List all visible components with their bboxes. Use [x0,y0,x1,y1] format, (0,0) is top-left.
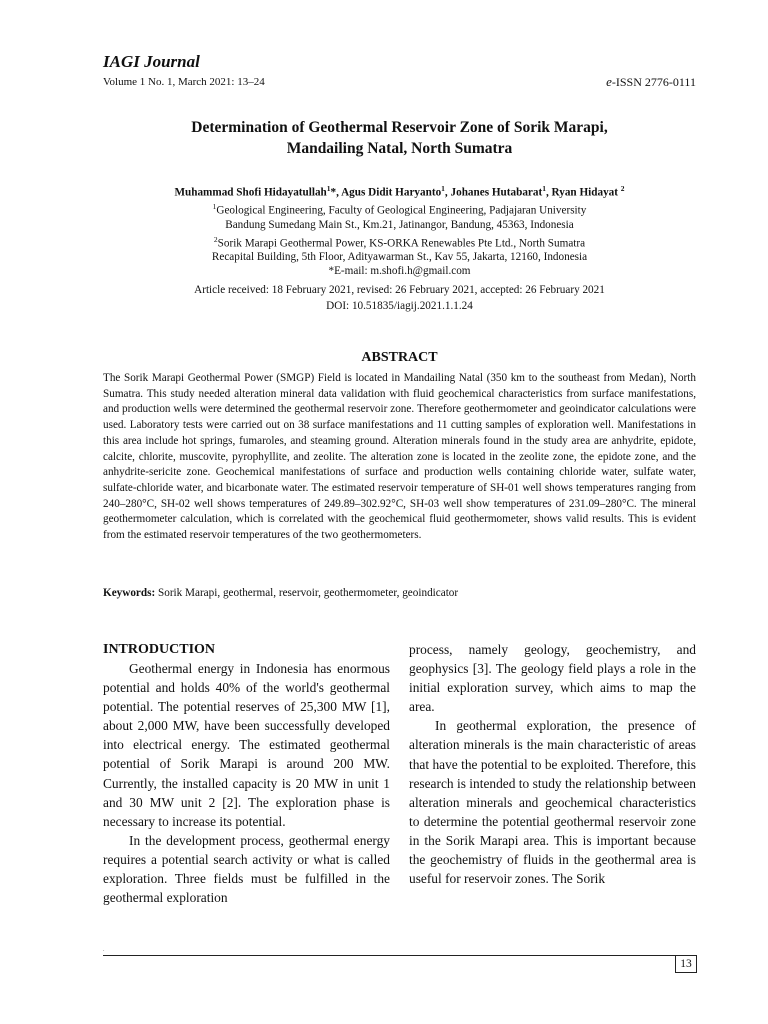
affiliation-2-name: Sorik Marapi Geothermal Power, KS-ORKA Renewables Pte Ltd., North Sumatra [217,237,586,250]
affiliation-2-address: Recapital Building, 5th Floor, Adityawarman St., Kav 55, Jakarta, 12160, Indonesia [211,251,588,264]
author-1: Muhammad Shofi Hidayatullah [174,186,327,199]
issn-number: -ISSN 2776-0111 [611,75,696,89]
affiliation-1 [103,200,696,218]
footer-mark: . [103,947,105,953]
corresponding-email: *E-mail: m.shofi.h@gmail.com [328,264,471,277]
author-2: , Agus Didit Haryanto [336,186,442,199]
column-right [409,640,696,888]
introduction-heading: INTRODUCTION [103,642,216,657]
author-4-affil: 2 [620,184,625,193]
journal-name: IAGI Journal [103,52,200,71]
authors-block [103,182,696,278]
volume-info: Volume 1 No. 1, March 2021: 13–24 [103,76,265,88]
doi: DOI: 10.51835/iagij.2021.1.1.24 [326,300,473,312]
author-3: , Johanes Hutabarat [444,186,543,199]
issn [606,74,696,90]
column-left [103,640,390,907]
author-1-affil: 1 [326,184,331,193]
keywords [103,587,696,599]
footer-divider [103,955,696,956]
intro-paragraph-3: process, namely geology, geochemistry, and geophysics [3]. The geology field plays a role in the initial exploration survey, which aims to map the area. [409,642,696,715]
keywords-label: Keywords: [103,587,156,599]
page-number: 13 [675,955,697,973]
corresponding-mark: * [330,186,337,199]
intro-paragraph-4: In geothermal exploration, the presence of alteration minerals is the main characteristic of areas that have the potential to be exploited. Therefore, this research is intended to study the relationship between alteration minerals and geochemical characteristics to determine the potential geothermal reservoir zone in the Sorik Marapi area. This is important because the geochemistry of fluids in the geothermal area is useful for reservoir zones. The Sorik [409,718,696,887]
title-line-2: Mandailing Natal, North Sumatra [286,140,513,157]
author-4: , Ryan Hidayat [545,186,621,199]
affiliation-2 [103,233,696,251]
keywords-text: Sorik Marapi, geothermal, reservoir, geothermometer, geoindicator [155,587,459,599]
intro-paragraph-1: Geothermal energy in Indonesia has enormous potential and holds 40% of the world's geothermal potential. The potential reserves of 25,300 MW [1], about 2,000 MW, have been successfully developed into electrical energy. The estimated geothermal potential of Sorik Marapi is around 200 MW. Currently, the installed capacity is 20 MW in unit 1 and 30 MW unit 2 [2]. The exploration phase is necessary to increase its potential. [103,661,390,829]
author-3-affil: 1 [542,184,546,193]
affiliation-1-address: Bandung Sumedang Main St., Km.21, Jatinangor, Bandung, 45363, Indonesia [225,218,574,231]
affiliation-1-name: Geological Engineering, Faculty of Geological Engineering, Padjajaran University [216,205,587,218]
affiliation-1-number: 1 [212,202,217,212]
title-line-1: Determination of Geothermal Reservoir Zone of Sorik Marapi, [191,119,608,136]
abstract-text: The Sorik Marapi Geothermal Power (SMGP) Field is located in Mandailing Natal (350 km to the southeast from Medan), North Sumatra. This study needed alteration mineral data validation with fluid geochemical characteristics from surface manifestations, and production wells were determined the geothermal reservoir zone. Therefore geothermometer and geoindicator calculations were used. Laboratory tests were carried out on 38 surface manifestations and 11 cutting samples of exploration well. Manifestations in this area include hot springs, fumaroles, and steaming ground. Alteration minerals found in the study area are anhydrite, epidote, calcite, chlorite, muscovite, pyrophyllite, and zeolite. The alteration zone is located in the zeolite zone, the epidote zone, and the anhydrite-sericite zone. Geochemical manifestations of surface and production wells containing chloride water, sulfate water, sulfate-chloride water, and bicarbonate water. The estimated reservoir temperature of SH-01 well shows temperatures ranging from 240–280°C, SH-02 well shows temperatures of 249.89–302.92°C, SH-03 well show temperatures of 231.09–280°C. The mineral geothermometer calculation, which is correlated with the geochemical fluid geothermometer, shows valid results. This is evident from the estimated reservoir temperatures of the two geothermometers. [103,372,696,542]
issn-prefix: e [606,74,612,89]
paper-title [103,117,696,159]
author-names [103,182,696,200]
abstract-heading: ABSTRACT [361,350,438,365]
author-2-affil: 1 [441,184,445,193]
affiliation-2-number: 2 [213,234,218,244]
intro-paragraph-2: In the development process, geothermal energy requires a potential search activity or what is called exploration. Three fields must be fulfilled in the geothermal exploration [103,832,390,906]
article-dates: Article received: 18 February 2021, revised: 26 February 2021, accepted: 26 February 2021 [194,284,605,296]
article-info [103,282,696,314]
